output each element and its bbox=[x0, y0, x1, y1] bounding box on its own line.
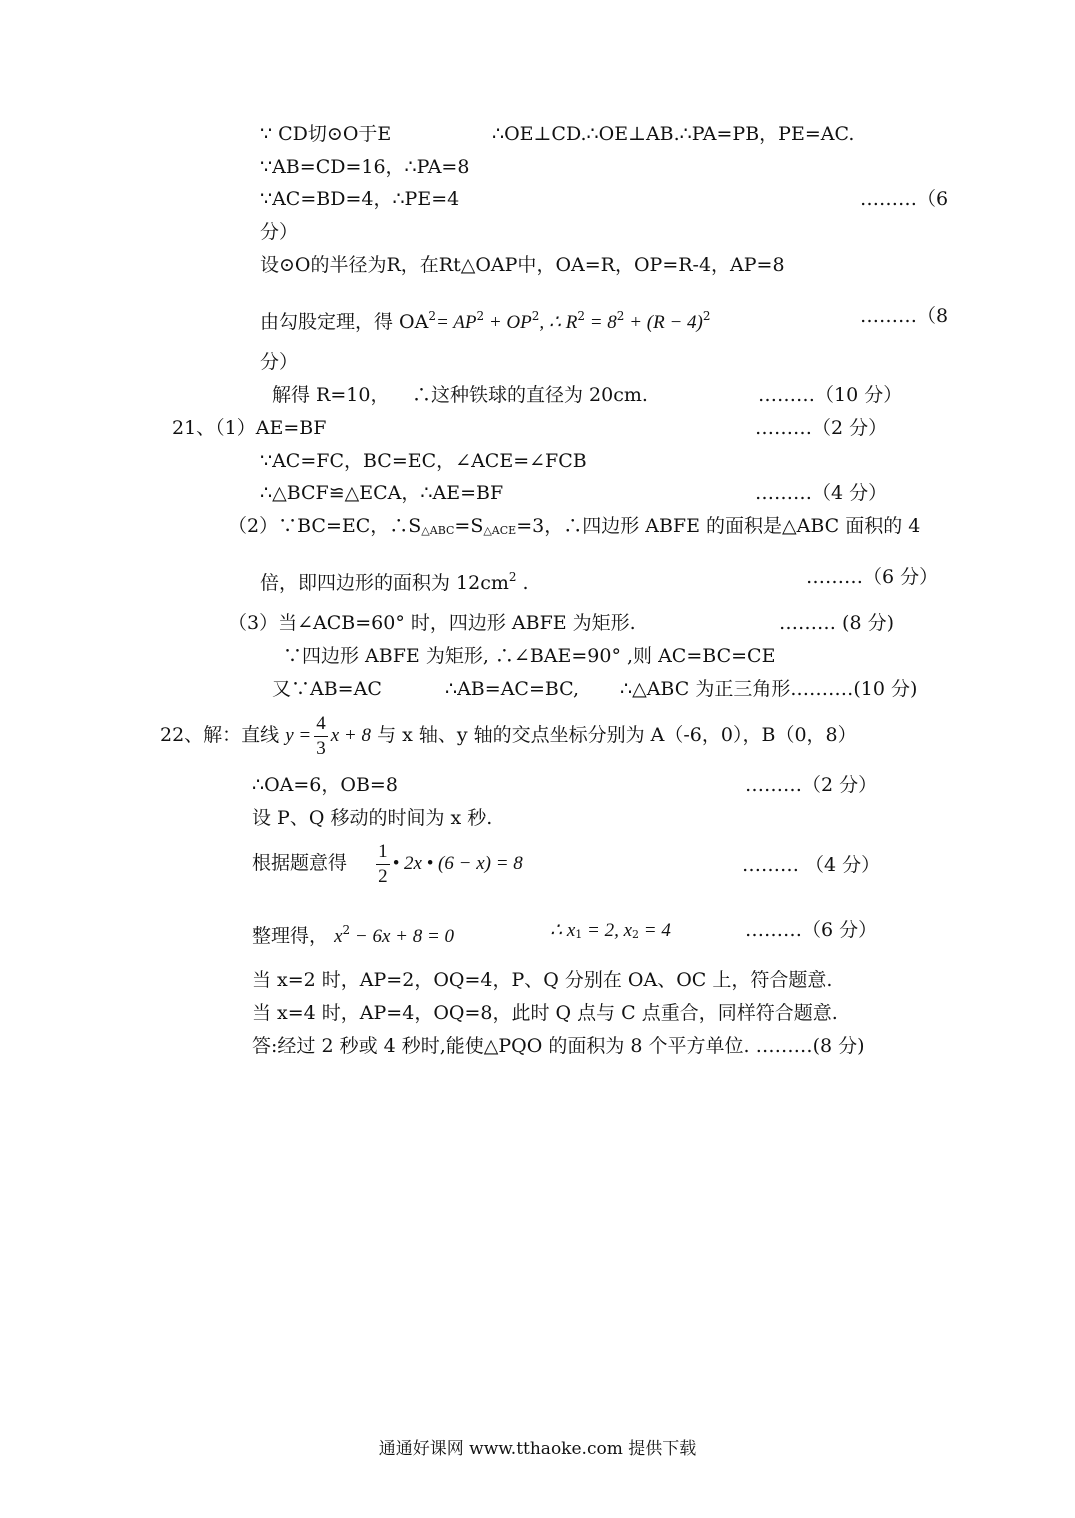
q22-line1-tail: 与 x 轴、y 轴的交点坐标分别为 A（-6，0），B（0，8） bbox=[377, 724, 857, 746]
q21-p3-line2: ∵四边形 ABFE 为矩形, ∴∠BAE=90° ,则 AC=BC=CE bbox=[283, 645, 776, 667]
q21-p3-line1: （3）当∠ACB=60° 时，四边形 ABFE 为矩形. bbox=[228, 612, 636, 634]
q20-line3: ∵AC=BD=4，∴PE=4 bbox=[260, 188, 460, 210]
eq-rest: x + 8 bbox=[330, 725, 372, 746]
q22-line4-score: ……… （4 分） bbox=[742, 854, 881, 876]
exp: 2 bbox=[428, 309, 436, 323]
subscript: 2 bbox=[632, 928, 640, 941]
eq-part: = 4 bbox=[639, 920, 671, 941]
exp: 2 bbox=[531, 309, 540, 323]
q21-p2-line2 bbox=[260, 565, 529, 595]
eq-part: − 6x + 8 = 0 bbox=[350, 926, 455, 947]
q21-p3-line3a: 又∵AB=AC bbox=[272, 678, 382, 700]
q20-line3-score: ………（6 bbox=[860, 188, 949, 210]
eq-part: x bbox=[334, 926, 343, 947]
q21-p2-line1 bbox=[228, 514, 920, 543]
footer-credit: 通通好课网 www.tthaoke.com 提供下载 bbox=[378, 1439, 697, 1459]
q20-line2: ∵AB=CD=16，∴PA=8 bbox=[260, 156, 470, 178]
eq-part: ∴ x bbox=[550, 920, 576, 941]
q22-line5-score: ………（6 分） bbox=[745, 919, 878, 941]
q20-line5-text: 由勾股定理，得 OA bbox=[260, 311, 429, 333]
q21-p3-score: ……… (8 分) bbox=[779, 612, 894, 634]
q21-p1-line2: ∵AC=FC，BC=EC，∠ACE=∠FCB bbox=[260, 450, 587, 472]
q22-line3: 设 P、Q 移动的时间为 x 秒. bbox=[252, 807, 493, 829]
q22-label: 22、解：直线 bbox=[160, 724, 280, 746]
q22-line4-text: 根据题意得 bbox=[252, 852, 348, 874]
exp: 2 bbox=[342, 923, 351, 937]
exp: 2 bbox=[702, 309, 711, 323]
q22-line8: 答:经过 2 秒或 4 秒时,能使△PQO 的面积为 8 个平方单位. ………(8 分) bbox=[252, 1035, 865, 1057]
q20-line5-score: ………（8 bbox=[860, 305, 949, 327]
q22-line7: 当 x=4 时，AP=4，OQ=8，此时 Q 点与 C 点重合，同样符合题意. bbox=[252, 1002, 838, 1024]
q20-line1a: ∵ CD切⊙O于E bbox=[260, 123, 392, 145]
q21-p2-line2-text: 倍，即四边形的面积为 12cm bbox=[260, 572, 509, 594]
q20-line5-cont: 分） bbox=[260, 351, 299, 373]
q22-line4 bbox=[252, 838, 523, 889]
frac-num: 1 bbox=[376, 840, 390, 865]
q21-p2-text: （2）∵BC=EC，∴S bbox=[228, 515, 422, 537]
q21-p2-score: ………（6 分） bbox=[806, 566, 939, 588]
q22-line2: ∴OA=6，OB=8 bbox=[252, 774, 398, 796]
q22-line5-text: 整理得， bbox=[252, 925, 329, 947]
fraction-4-3 bbox=[314, 712, 328, 761]
q21-p1-line3-score: ………（4 分） bbox=[755, 482, 888, 504]
eq-y: y = bbox=[285, 725, 312, 746]
q21-p1-score: ………（2 分） bbox=[755, 417, 888, 439]
subscript: △ABC bbox=[421, 524, 455, 537]
q21-p2-text: =3，∴四边形 ABFE 的面积是△ABC 面积的 4 bbox=[516, 515, 921, 537]
q20-line1b: ∴OE⊥CD.∴OE⊥AB.∴PA=PB，PE=AC. bbox=[492, 123, 855, 145]
frac-den: 2 bbox=[378, 865, 388, 887]
eq-part: , ∴ R bbox=[539, 312, 578, 333]
exp: 2 bbox=[577, 309, 585, 323]
eq-part: + (R − 4) bbox=[624, 312, 703, 333]
q20-line6a: 解得 R=10， bbox=[272, 384, 390, 406]
q21-label: 21、（1）AE=BF bbox=[172, 417, 327, 439]
eq-part: = 8 bbox=[584, 312, 617, 333]
fraction-1-2 bbox=[376, 840, 390, 889]
eq-part: = 2, x bbox=[582, 920, 633, 941]
exp: 2 bbox=[616, 309, 625, 323]
period: . bbox=[516, 572, 529, 594]
exp: 2 bbox=[476, 309, 485, 323]
q21-p3-line3b: ∴AB=AC=BC, bbox=[445, 678, 580, 700]
q21-p3-line3c: ∴△ABC 为正三角形.………(10 分) bbox=[620, 678, 918, 700]
exp: 2 bbox=[508, 570, 517, 584]
frac-num: 4 bbox=[314, 712, 328, 737]
q20-line6b: ∴这种铁球的直径为 20cm. bbox=[412, 384, 648, 406]
eq-part: = AP bbox=[435, 312, 477, 333]
q21-p1-line3: ∴△BCF≌△ECA，∴AE=BF bbox=[260, 482, 504, 504]
q20-line3-cont: 分） bbox=[260, 221, 299, 243]
q20-line4: 设⊙O的半径为R，在Rt△OAP中，OA=R，OP=R-4，AP=8 bbox=[260, 254, 785, 276]
frac-den: 3 bbox=[316, 737, 326, 759]
q20-pythagoras-line bbox=[260, 304, 710, 335]
q22-line2-score: ………（2 分） bbox=[745, 774, 878, 796]
eq-part: + OP bbox=[484, 312, 532, 333]
q22-line6: 当 x=2 时，AP=2，OQ=4，P、Q 分别在 OA、OC 上，符合题意. bbox=[252, 969, 833, 991]
q22-line5-solution bbox=[550, 918, 671, 947]
eq-rest: • 2x • (6 − x) = 8 bbox=[392, 853, 523, 874]
q20-line6-score: ………（10 分） bbox=[758, 384, 903, 406]
subscript: △ACE bbox=[483, 524, 517, 537]
q22-line1 bbox=[160, 710, 857, 761]
q21-p2-text: =S bbox=[454, 515, 484, 537]
subscript: 1 bbox=[575, 928, 583, 941]
q22-line5 bbox=[252, 918, 454, 949]
